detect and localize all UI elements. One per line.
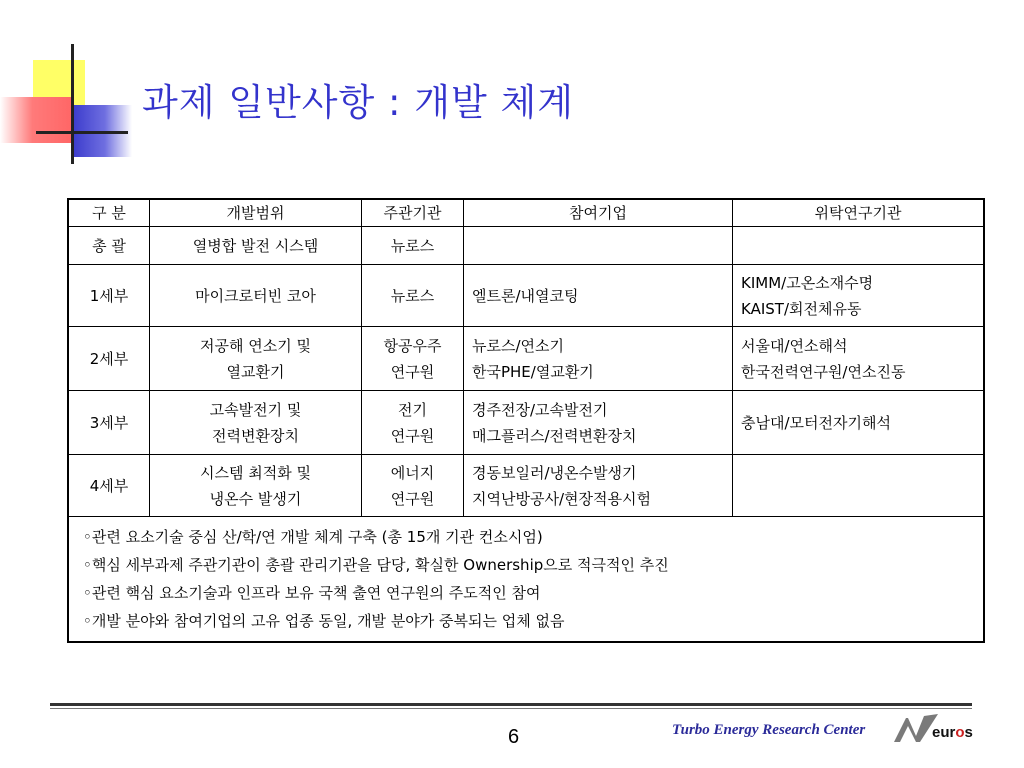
header-lead: 주관기관 — [362, 199, 464, 227]
cell-division: 2세부 — [68, 327, 150, 391]
cell-division: 3세부 — [68, 391, 150, 455]
cell-scope: 시스템 최적화 및 냉온수 발생기 — [150, 455, 362, 517]
table-row — [68, 265, 984, 327]
notes-cell — [68, 517, 984, 643]
header-research: 위탁연구기관 — [733, 199, 985, 227]
development-structure-table — [67, 198, 985, 643]
cell-lead: 뉴로스 — [362, 265, 464, 327]
cell-division: 4세부 — [68, 455, 150, 517]
header-division: 구 분 — [68, 199, 150, 227]
footer-divider — [50, 703, 972, 706]
page-number: 6 — [508, 726, 520, 748]
cell-research — [733, 227, 985, 265]
footer-divider-thin — [50, 708, 972, 709]
cell-research — [733, 455, 985, 517]
cell-companies: 엘트론/내열코팅 — [464, 265, 733, 327]
note-line: ◦관련 요소기술 중심 산/학/연 개발 체계 구축 (총 15개 기관 컨소시엄) — [83, 528, 543, 546]
cell-companies: 경주전장/고속발전기 매그플러스/전력변환장치 — [464, 391, 733, 455]
cell-companies: 경동보일러/냉온수발생기 지역난방공사/현장적용시험 — [464, 455, 733, 517]
decor-vertical-line — [71, 44, 74, 164]
cell-research: 서울대/연소해석 한국전력연구원/연소진동 — [733, 327, 985, 391]
cell-division: 총 괄 — [68, 227, 150, 265]
cell-lead: 전기 연구원 — [362, 391, 464, 455]
table-row — [68, 391, 984, 455]
decor-red-gradient — [0, 97, 72, 143]
cell-scope: 마이크로터빈 코아 — [150, 265, 362, 327]
header-companies: 참여기업 — [464, 199, 733, 227]
note-line: ◦관련 핵심 요소기술과 인프라 보유 국책 출연 연구원의 주도적인 참여 — [83, 584, 541, 602]
table-row — [68, 227, 984, 265]
notes-row — [68, 517, 984, 643]
cell-scope: 고속발전기 및 전력변환장치 — [150, 391, 362, 455]
logo-wordmark: euros — [932, 724, 973, 741]
header-scope: 개발범위 — [150, 199, 362, 227]
cell-research: KIMM/고온소재수명 KAIST/회전체유동 — [733, 265, 985, 327]
note-line: ◦개발 분야와 참여기업의 고유 업종 동일, 개발 분야가 중복되는 업체 없음 — [83, 612, 565, 630]
slide-title: 과제 일반사항 : 개발 체계 — [142, 81, 574, 124]
cell-scope: 저공해 연소기 및 열교환기 — [150, 327, 362, 391]
table-header-row — [68, 199, 984, 227]
cell-research: 충남대/모터전자기해석 — [733, 391, 985, 455]
cell-lead: 항공우주 연구원 — [362, 327, 464, 391]
decor-horizontal-line — [36, 131, 128, 134]
cell-scope: 열병합 발전 시스템 — [150, 227, 362, 265]
table-row — [68, 455, 984, 517]
cell-companies: 뉴로스/연소기 한국PHE/열교환기 — [464, 327, 733, 391]
table-row — [68, 327, 984, 391]
cell-lead: 에너지 연구원 — [362, 455, 464, 517]
cell-companies — [464, 227, 733, 265]
center-name: Turbo Energy Research Center — [672, 722, 866, 738]
cell-division: 1세부 — [68, 265, 150, 327]
cell-lead: 뉴로스 — [362, 227, 464, 265]
note-line: ◦핵심 세부과제 주관기관이 총괄 관리기관을 담당, 확실한 Ownership으로 적극적인 추진 — [83, 556, 669, 574]
